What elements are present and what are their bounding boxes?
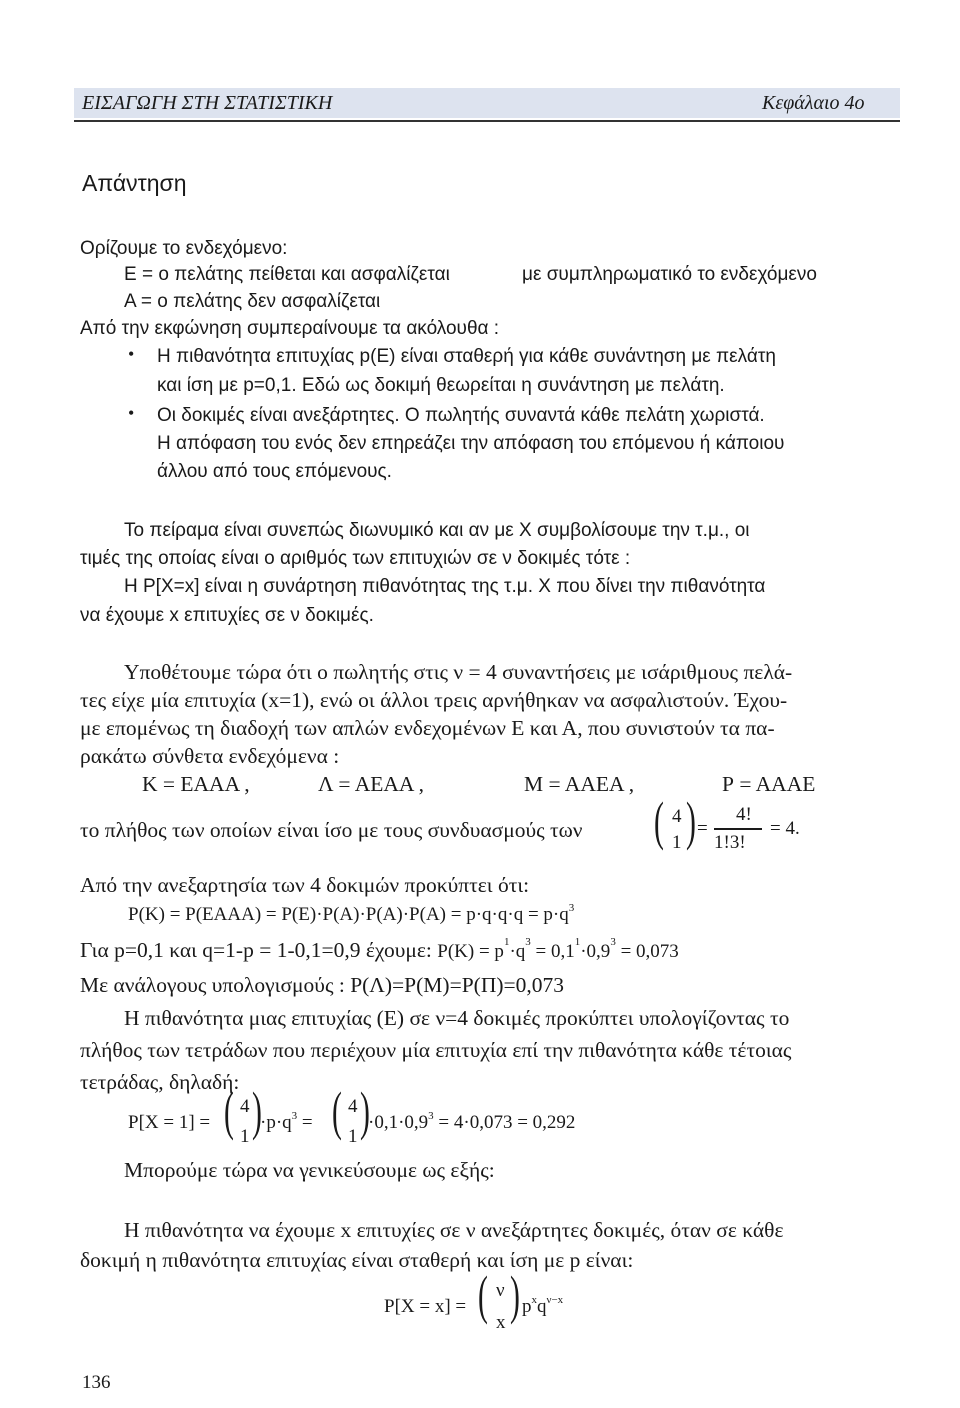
assume-line-1: Υποθέτουμε τώρα ότι ο πωλητής στις ν = 4 συναντήσεις με ισάριθμους πελά-: [124, 660, 793, 684]
bullet-icon: •: [128, 344, 135, 364]
formula-text: = 4·0,073 = 0,292: [433, 1112, 576, 1133]
calc-line: [80, 938, 679, 963]
experiment-line-4: να έχουμε x επιτυχίες σε ν δοκιμές.: [80, 605, 374, 626]
calc-term: ·0,9: [580, 941, 611, 962]
binomial-nu-x: [478, 1265, 524, 1338]
formula2-middle: [260, 1112, 313, 1134]
assume-line-3: με επομένως τη διαδοχή των απλών ενδεχομένων Ε και Α, που συνιστούν τα πα-: [80, 716, 775, 740]
exponent: 3: [610, 936, 616, 948]
fraction-denominator: 1!3!: [714, 832, 746, 853]
final-line-1: Η πιθανότητα να έχουμε x επιτυχίες σε ν ανεξάρτητες δοκιμές, όταν σε κάθε: [124, 1218, 784, 1242]
fraction-numerator: 4!: [736, 804, 752, 825]
formula3-lhs: P[X = x] =: [384, 1296, 467, 1317]
calc-term: P(K) = p: [437, 941, 504, 962]
formula2-lhs: P[X = 1] =: [128, 1112, 211, 1133]
exponent: 1: [574, 936, 581, 948]
bullet-icon: •: [128, 403, 135, 423]
bullet-2-line-3: άλλου από τους επόμενους.: [157, 461, 392, 482]
event-m: Μ = ΑΑΕΑ ,: [524, 772, 635, 796]
experiment-line-3: Η P[X=x] είναι η συνάρτηση πιθανότητας της τ.μ. Χ που δίνει την πιθανότητα: [124, 576, 766, 597]
independence-formula: [128, 904, 574, 926]
right-paren: ): [360, 1081, 370, 1141]
prob-line-3: τετράδας, δηλαδή:: [80, 1070, 240, 1094]
exponent: 1: [503, 936, 510, 948]
formula3-rhs: [522, 1296, 563, 1318]
exponent: 3: [291, 1110, 298, 1122]
assume-line-2: τες είχε μία επιτυχία (x=1), ενώ οι άλλοι τρεις αρνήθηκαν να ασφαλιστούν. Έχου-: [80, 688, 788, 712]
event-p: Ρ = ΑΑΑΕ: [722, 772, 816, 796]
exponent: 3: [525, 936, 531, 948]
section-title: Απάντηση: [82, 170, 187, 196]
count-result: = 4.: [770, 818, 800, 839]
formula-text: ·p·q: [260, 1112, 292, 1133]
independence-line: Από την ανεξαρτησία των 4 δοκιμών προκύπτει ότι:: [80, 873, 530, 897]
definition-e-complement: με συμπληρωματικό το ενδεχόμενο: [522, 264, 817, 285]
right-paren: ): [510, 1265, 520, 1325]
definition-a: Α = ο πελάτης δεν ασφαλίζεται: [124, 291, 381, 312]
formula-text: q: [537, 1296, 547, 1317]
binom-top: ν: [496, 1280, 505, 1301]
bullet-1-line-1: Η πιθανότητα επιτυχίας p(E) είναι σταθερή για κάθε συνάντηση με πελάτη: [157, 346, 776, 367]
left-paren: (: [478, 1265, 488, 1325]
formula-text: P(K) = P(EAAA) = P(E)·P(A)·P(A)·P(A) = p·q·q·q = p·q: [128, 904, 569, 925]
event-k: Κ = ΕΑΑΑ ,: [142, 772, 250, 796]
calc-prefix: Για p=0,1 και q=1-p = 1-0,1=0,9 έχουμε:: [80, 938, 438, 962]
exponent: 3: [428, 1110, 434, 1122]
bullet-1-line-2: και ίση με p=0,1. Εδώ ως δοκιμή θεωρείται η συνάντηση με πελάτη.: [157, 375, 725, 396]
experiment-line-2: τιμές της οποίας είναι ο αριθμός των επιτυχιών σε ν δοκιμές τότε :: [80, 548, 631, 569]
exponent: x: [531, 1294, 537, 1306]
definition-e: Ε = ο πελάτης πείθεται και ασφαλίζεται: [124, 264, 450, 285]
left-paren: (: [332, 1081, 342, 1141]
calc-term: = 0,1: [530, 941, 575, 962]
binom-bottom: 1: [672, 832, 682, 853]
exponent: 3: [568, 902, 575, 914]
binom-top: 4: [348, 1096, 358, 1117]
binomial-4-1: [654, 791, 696, 858]
fraction-bar: [714, 828, 762, 830]
intro-line: Ορίζουμε το ενδεχόμενο:: [80, 238, 288, 259]
bullet-2-line-2: Η απόφαση του ενός δεν επηρεάζει την απόφαση του επόμενου ή κάποιου: [157, 433, 785, 454]
generalize-line: Μπορούμε τώρα να γενικεύσουμε ως εξής:: [124, 1158, 495, 1182]
count-text: το πλήθος των οποίων είναι ίσο με τους συνδυασμούς των: [80, 818, 583, 842]
binom-top: 4: [672, 806, 682, 827]
left-paren: (: [224, 1081, 234, 1141]
event-l: Λ = ΑΕΑΑ ,: [318, 772, 424, 796]
header-rule: [74, 120, 900, 122]
prob-line-1: Η πιθανότητα μιας επιτυχίας (Ε) σε ν=4 δοκιμές προκύπτει υπολογίζοντας το: [124, 1006, 790, 1030]
binom-bottom: x: [496, 1312, 506, 1333]
chapter-label: Κεφάλαιο 4ο: [762, 92, 865, 114]
binom-bottom: 1: [240, 1126, 250, 1147]
final-line-2: δοκιμή η πιθανότητα επιτυχίας είναι σταθερή και ίση με p είναι:: [80, 1248, 634, 1272]
binom-top: 4: [240, 1096, 250, 1117]
bullet-2-line-1: Οι δοκιμές είναι ανεξάρτητες. Ο πωλητής συναντά κάθε πελάτη χωριστά.: [157, 405, 765, 426]
formula-text: p: [522, 1296, 532, 1317]
right-paren: ): [686, 791, 696, 851]
prob-line-2: πλήθος των τετράδων που περιέχουν μία επιτυχία επί την πιθανότητα κάθε τέτοιας: [80, 1038, 792, 1062]
formula2-rest: [368, 1112, 575, 1134]
experiment-line-1: Το πείραμα είναι συνεπώς διωνυμικό και αν με Χ συμβολίσουμε την τ.μ., οι: [124, 520, 750, 541]
analog-line: Με ανάλογους υπολογισμούς : Ρ(Λ)=Ρ(Μ)=Ρ(Π)=0,073: [80, 973, 565, 997]
running-title: ΕΙΣΑΓΩΓΗ ΣΤΗ ΣΤΑΤΙΣΤΙΚΗ: [82, 92, 333, 114]
right-paren: ): [252, 1081, 262, 1141]
calc-term: ·q: [509, 941, 526, 962]
conclusion-intro: Από την εκφώνηση συμπεραίνουμε τα ακόλουθα :: [80, 318, 500, 339]
assume-line-4: ρακάτω σύνθετα ενδεχόμενα :: [80, 744, 340, 768]
equals: =: [697, 818, 708, 839]
binom-bottom: 1: [348, 1126, 358, 1147]
calc-term: = 0,073: [615, 941, 679, 962]
formula-text: ·0,1·0,9: [368, 1112, 429, 1133]
page-number: 136: [82, 1372, 111, 1393]
left-paren: (: [654, 791, 664, 851]
exponent: ν−x: [546, 1294, 564, 1306]
formula-text: =: [297, 1112, 313, 1133]
